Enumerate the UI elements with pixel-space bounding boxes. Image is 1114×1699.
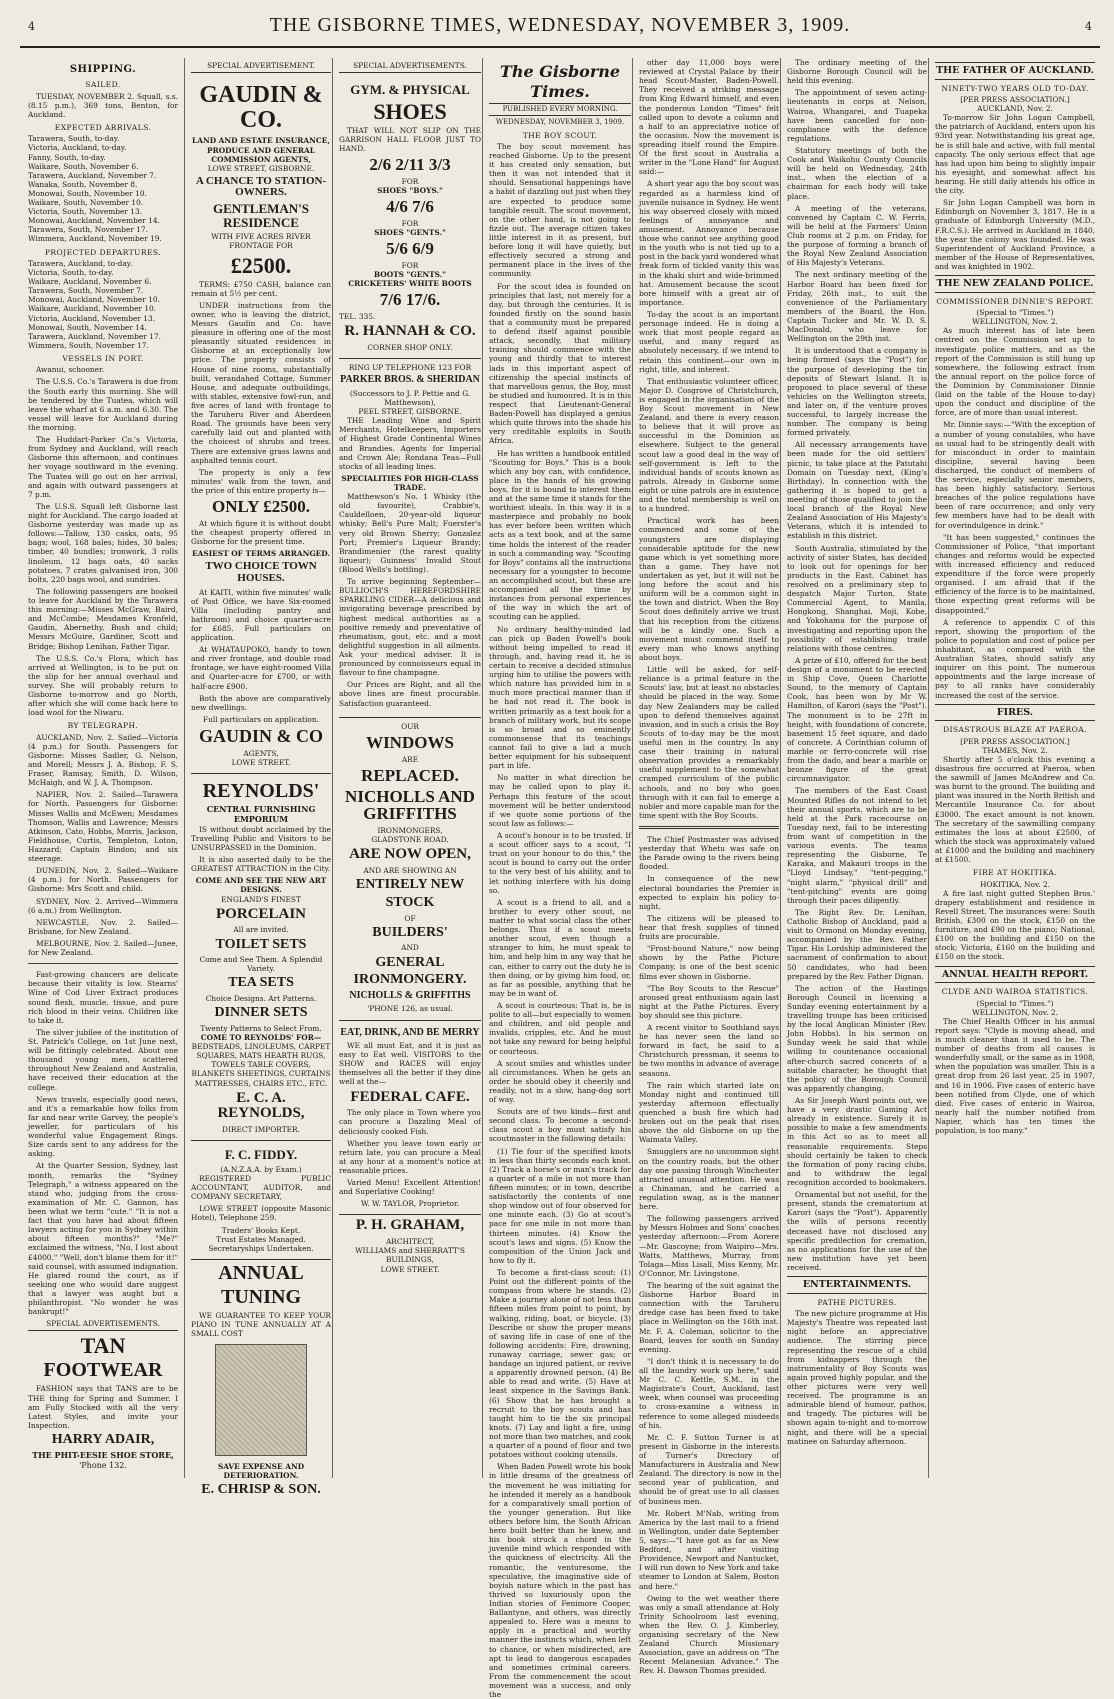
news-item: The members of the East Coast Mounted Rifles do not intend to let their annual sports, which are to be held at the Park racecourse on Tuesday next, fail to be interesting from want of competition in the various events. The teams representing the Gisborne, Te Karaka, and Makauri troops in the "Lloyd Lindsay," "tent-pegging," "night alarm," "physical drill" and "tent-pitching" events are going through their paces diligently.: [787, 786, 927, 905]
ng-footer: NICHOLLS & GRIFFITHS: [349, 989, 471, 1001]
successors: (Successors to J. P. Pettie and G. Matthewson),: [349, 388, 471, 407]
column-5: [632, 58, 785, 1676]
price-2: 4/6 7/6: [386, 197, 434, 217]
of: OF: [404, 913, 416, 923]
ad-text: LOWE STREET (opposite Masonic Hotel), Telephone 259.: [191, 1204, 331, 1223]
divider: [639, 826, 779, 829]
tea-sets: TEA SETS: [228, 975, 294, 991]
list-item: Monowai, South, November 14.: [28, 322, 147, 332]
general: GENERAL: [375, 954, 445, 970]
list-item: Tarawera, South, November 17.: [28, 225, 148, 235]
issue-date: WEDNESDAY, NOVEMBER 3, 1909.: [495, 117, 625, 126]
ad-text: The only place in Town where you can procure a Dazzling Meal of deliciously cooked Fish.: [339, 1108, 481, 1136]
twenty-patterns: Twenty Patterns to Select From.: [200, 1023, 322, 1033]
federal-ad: [339, 1021, 481, 1216]
shoes-ad: [339, 76, 481, 359]
special-times: (Special to "Times."): [976, 308, 1054, 318]
police-heading: THE NEW ZEALAND POLICE.: [935, 275, 1095, 293]
column-6: [780, 58, 933, 1478]
article-paragraph: The Chief Health Officer in his annual report says: "Clyde is moving ahead, and is much cleaner than it used to be. The number of deaths from all causes is wonderfully small, or the same as in 1908, when the population was smaller. This is a great drop from 26 last year, 25 in 1907, and 16 in 1906. Five cases of enteric have been notified from Clyde, one of which died. Five cases of enteric in Wairoa, nearly half the number notified from Napier, which has ten times the population, is too many.": [935, 1016, 1095, 1136]
traders: Traders' Books Kept.: [221, 1225, 301, 1235]
dateline: THAMES, Nov. 2.: [982, 745, 1048, 755]
clyde-wairoa: CLYDE AND WAIROA STATISTICS.: [941, 987, 1089, 997]
article-paragraph: Scouts are of two kinds—first and second class. To become a second-class scout a boy must satisfy his scoutmaster in the following details:: [489, 1107, 631, 1144]
article-paragraph: The U.S.S. Squall left Gisborne last night for Auckland. The cargo loaded at Gisborne yesterday was made up as follows:—Tallow, 130 casks, oats, 95 bags; wool, 168 bales; hides, 30 bales; timber, 40 bundles; ironwork, 3 rolls linoleum, 12 bags oats, 40 sacks potatoes, 7 crates galvanised iron, 300 bolts, 220 bags wool, and sundries.: [28, 501, 178, 584]
scout-law: A scout smiles and whistles under all circumstances. When he gets an order he should obey it cheerily and readily, not in a slow, hang-dog sort of way.: [489, 1058, 631, 1105]
price-1: 2/6 2/11 3/3: [369, 155, 451, 175]
federal-cafe: FEDERAL CAFE.: [350, 1088, 470, 1105]
phone-usual: 'PHONE 126, as usual.: [367, 1004, 453, 1014]
news-item: The appointment of seven acting-lieutenants in corps at Nelson, Wairoa, Whangarei, and Tuapeka have been cancelled for non-compliance with the defence regulations.: [787, 88, 927, 143]
only-price: ONLY £2500.: [212, 497, 310, 517]
news-item: It is understood that a company is being formed (says the "Post") for the purpose of developing the tin deposits of Stewart Island. It is proposed to place several of these vehicles on the Wellington streets, and later on, if the venture proves successful, to largely increase the number. The company is being formed privately.: [787, 346, 927, 438]
central-emporium: CENTRAL FURNISHING EMPORIUM: [206, 804, 316, 824]
ad-text: Whether you leave town early or return late, you can procure a Meal at any hour at a moment's notice at reasonable prices.: [339, 1138, 481, 1175]
price-3: 5/6 6/9: [386, 239, 434, 259]
reynolds-ad: [191, 774, 331, 1141]
article-paragraph: For the scout idea is founded on principles that last, not merely for a day, but through the centuries. It is founded firstly on the sound basis that a community must be prepared to defend itself against possible attack, secondly, that military training should commence with the young and thirdly that to interest lads in this important aspect of citizenship the special instincts of that marvellous genus, the Boy, must be studied and humoured. It is in this respect that Lieutenant-General Baden-Powell has displayed a genius which quite throws into the shade his very creditable exploits in South Africa.: [489, 281, 631, 446]
gaudin-ad: [191, 76, 331, 774]
telegraph-item: MELBOURNE, Nov. 2. Sailed—Junee, for New Zealand.: [28, 939, 178, 958]
news-item: In consequence of the new electoral boundaries the Premier is expected to explain his policy to-night.: [639, 874, 779, 911]
reynolds-title: REYNOLDS': [202, 780, 320, 803]
list-item: Victoria, South, to-day.: [28, 268, 114, 278]
list-item: Victoria, Auckland, to-day.: [28, 143, 127, 153]
news-item: The rain which started late on Monday night and continued till yesterday afternoon effectually quenched a bush fire which had broken out on the peak that rises above the old Gisborne on up the Waimata Valley.: [639, 1080, 779, 1145]
new-designs: COME AND SEE THE NEW ART DESIGNS.: [195, 876, 327, 895]
column-4: [482, 58, 637, 1699]
gents-shoes: SHOES "GENTS.": [374, 228, 446, 238]
gaudin-subtitle: LAND AND ESTATE INSURANCE, PRODUCE AND GENERAL COMMISSION AGENTS,: [192, 136, 330, 164]
article-paragraph: He has written a handbook entitled "Scouting for Boys." This is a book which any boy can, with confidence, place in the hands of his growing boys, for it is bound to interest them and at the same time it stands for the worthiest ideals. In this way it is a masterpiece and probably no book has ever before been written which acts as a text book, and at the same time holds the interest of the reader in such a commanding way. "Scouting for Boys" contains all the instructions necessary for a youngster to become an accomplished scout, but these are accompanied all the time by instances from personal experiences of the way in which the art of scouting can be applied.: [489, 448, 631, 622]
stock: STOCK: [385, 894, 435, 910]
list-item: Tarawera, Auckland, November 7.: [28, 170, 157, 180]
for-1: FOR: [401, 177, 419, 187]
article-paragraph: The silver jubilee of the institution of St. Patrick's College, on 1st June next, will be fittingly celebrated. About one thousand young men, scattered throughout New Zealand and Australia, have received their education at the college.: [28, 1027, 178, 1092]
article-paragraph: A fire last night gutted Stephen Bros.' drapery establishment and residence in Revell Street. The insurances were: South British, £300 on the stock, £150 on the furniture, and £90 on the piano; National, £100 on the building and £150 on the stock; Victoria, £160 on the building and £150 on the stock.: [935, 888, 1095, 962]
scout-tests: (1) Tie four of the specified knots in less than thirty seconds each knot. (2) Track a horse's or man's track for a quarter of a mile in not more than fifteen minutes; or in town, describe satisfactorily the contents of one shop window out of four observed for one minute each. (3) Go at scout's pace for one mile in not more than thirteen minutes. (4) Know the scout's laws and signs. (5) Know the composition of the Union Jack and how to fly it.: [489, 1146, 631, 1265]
williams: WILLIAMS and SHERRATT'S BUILDINGS,: [355, 1246, 465, 1265]
chrisp: E. CHRISP & SON.: [201, 1482, 321, 1498]
projected-list: [28, 259, 178, 350]
fiddy-sub: (A.N.Z.A.A. by Exam.): [220, 1164, 302, 1174]
press-association: [PER PRESS ASSOCIATION.]: [960, 736, 1070, 746]
article-paragraph: Mr. Dinnie says:—"With the exception of a number of young constables, who have as usual had to be stringently dealt with for misconduct in order to maintain discipline, several having been discharged, the conduct of members of the service, especially senior members, has been highly satisfactory. Serious breaches of the police regulations have been of rare occurrence; and only very few members have had to be dealt with for overindulgence in drink.": [935, 420, 1095, 530]
sailed-text: TUESDAY, NOVEMBER 2. Squall, s.s. (8.15 p.m.), 369 tons, Benton, for Auckland.: [28, 91, 178, 119]
telegraph-item: SYDNEY, Nov. 2. Arrived—Wimmera (6 a.m.) from Wellington.: [28, 896, 178, 915]
tuning-ad: [191, 1263, 331, 1498]
hokitika-fire: FIRE AT HOKITIKA.: [972, 868, 1058, 878]
vessels-text: Awanui, schooner.: [36, 365, 105, 375]
news-item: The Right Rev. Dr. Lenihan, Catholic Bishop of Auckland, paid a visit to Ormond on Monday evening, accompanied by the Rev. Father Tigar. His Lordship administered the sacrament of confirmation to about 50 candidates, who had been prepared by the Rev. Father Dignan.: [787, 907, 927, 981]
news-item: The Chief Postmaster was advised yesterday that Whetu was safe on the Parade owing to the rivers being flooded.: [639, 834, 779, 872]
toilet-sets: TOILET SETS: [215, 936, 307, 952]
parker-ad: [339, 359, 481, 717]
architect: ARCHITECT,: [385, 1237, 435, 1247]
for-3: FOR: [401, 261, 419, 271]
list-item: Waikare, South, November 10.: [28, 198, 144, 208]
all-invited: All are invited.: [233, 925, 289, 935]
scout-law: A scout is a friend to all, and a brother to every other scout, no matter to what social class the other belongs. Thus if a scout meets another scout, even though a stranger to him, he must speak to him, and help him in any way that he can, either to carry out the duty he is then doing, or by giving him food, or, as far as possible, anything that he may be in want of.: [489, 897, 631, 998]
annual-heading: ANNUAL: [218, 1261, 304, 1284]
terms-text: TERMS: £750 CASH, balance can remain at 5½ per cent.: [191, 279, 331, 298]
shoe-store: THE PHIT-EESIE SHOE STORE,: [32, 1449, 174, 1460]
list-item: Monowai, Auckland, November 14.: [28, 216, 160, 226]
nicholls-ad: [339, 718, 481, 1021]
for-2: FOR: [401, 219, 419, 229]
list-item: Tarawera, South, to-day.: [28, 134, 120, 144]
tan-heading: TAN: [80, 1333, 126, 1359]
graham-ad: [339, 1218, 481, 1273]
article-paragraph: "It has been suggested," continues the Commissioner of Police, "that important changes and reforms would be expected with increased efficiency and reduced expenditure if the force were properly organised. I am afraid that if the efficiency of the force is to be maintained, those expecting great reforms will be disappointed.": [935, 532, 1095, 615]
list-item: Tarawera, Auckland, November 17.: [28, 331, 161, 341]
list-item: Wimmera, South, November 17.: [28, 340, 149, 350]
news-item: "The Boy Scouts to the Rescue" aroused great enthusiasm again last night at the Pathe Pictures. Every boy should see this picture.: [639, 983, 779, 1020]
cricket-boots: CRICKETERS' WHITE BOOTS: [348, 279, 472, 289]
column-2: [184, 58, 337, 1498]
article-paragraph: The Huddart-Parker Co.'s Victoria, from Sydney and Auckland, will reach Gisborne this afternoon, and continues her voyage southward in the evening. The Tuatea will go out on her arrival, and again with outward passengers at 7 p.m.: [28, 435, 178, 499]
list-item: Victoria, South, November 13.: [28, 207, 143, 217]
dateline: HOKITIKA, Nov. 2.: [979, 879, 1050, 889]
special-times: (Special to "Times."): [976, 998, 1054, 1008]
masthead-rule: [20, 46, 1100, 48]
father-heading: THE FATHER OF AUCKLAND.: [935, 62, 1095, 80]
news-item: The following passengers arrived by Messrs Holmes and Sons' coaches yesterday afternoon:—From Aorere—Mr. Gascoyne; from Waipiro—Mrs. Watts, Matthews, Murray, from Tolaga—Miss Lisall, Miss Kenny, Mr. O'Connor, Mr. Livingstone.: [639, 1214, 779, 1278]
gym-heading: GYM. & PHYSICAL: [350, 82, 470, 98]
article-paragraph: The U.S.S. Co.'s Tarawera is due from the South early this morning. She will be tendered by the Tuatea, which will leave the wharf at 6 a.m. and 6.30. The vessel will leave for Auckland during the morning.: [28, 377, 178, 432]
shipping-heading: SHIPPING.: [69, 64, 137, 75]
news-item: Ornamental but not useful, for the present, stands the crematorium at Karori (says the "Post"). Apparently the wills of persons recently deceased have not disclosed any specific predilection for cremation, as no applications for the use of the new institution have yet been received.: [787, 1190, 927, 1272]
pathe-heading: PATHE PICTURES.: [817, 1297, 897, 1307]
gladstone-road: GLADSTONE ROAD.: [371, 835, 449, 845]
news-item: "Frost-bound Nature," now being shown by the Pathe Picture Company, is one of the best scenic films ever shown in Gisborne.: [639, 944, 779, 981]
article-paragraph: When Baden Powell wrote his book in little dreams of the greatness of the movement he was initiating for he intended it merely as a handbook for a comparatively small portion of the younger generation. But like others before him, the South African hero built better than he knew, and his book struck a chord in the juvenile mind which responded with the quickness of electricity. All the romantic, the venturesome, the speculative, the imaginative side of boyish nature which in the past has thrived so luxuriously upon the Indian stories of Fenimore Cooper, Ballantyne, and others, was directly appealed to. Here was a means to apply in a practical and worthy manner the instincts which, when left to chance, or when misdirected, are apt to lead to dangerous escapades and sometimes criminal careers. From the commencement the scout movement was a success, and only the: [489, 1462, 631, 1699]
ninety-two: NINETY-TWO YEARS OLD TO-DAY.: [941, 83, 1089, 93]
column-3: [332, 58, 487, 1478]
hannah-title: R. HANNAH & CO.: [344, 323, 476, 340]
chance-heading: A CHANCE TO STATION-OWNERS.: [195, 174, 327, 199]
direct-importer: DIRECT IMPORTER.: [222, 1125, 300, 1135]
ad-text: UNDER instructions from the owner, who is leaving the district, Messrs Gaudin and Co. have pleasure in offering one of the most pleasantly situated residences in Gisborne at an exceptionally low price. The property consists of House of nine rooms, substantially built, verandahed Cottage, Summer House, and adequate outbuildings, with stables, extensive fowl-run, and five acres of land with frontage to the Taruheru River and Aberdeen Road. The grounds have been very carefully laid out and planted with the choicest of shrubs and trees. There are extensive grass lawns and asphalted tennis court.: [191, 300, 331, 465]
news-item: A recent visitor to Southland says he has never seen the land so forward in fact, he said to a Christchurch pressman, it seems to be two months in advance of average seasons.: [639, 1023, 779, 1078]
vessels-heading: VESSELS IN PORT.: [62, 354, 144, 364]
special-ad-heading: SPECIAL ADVERTISEMENT.: [191, 61, 331, 73]
first-class-tests: To become a first-class scout: (1) Point out the different points of the compass from where he stands. (2) Make a journey alone of not less than fifteen miles from point to point, by walking, riding, boat, or bicycle. (3) Describe or show the proper means of saving life in case of one of the following accidents: Fire, drowning, runaway carriage, sewer gas; or bandage an injured patient, or revive a apparently drowned person. (4) Be able to read and write. (5) Have at least sixpence in the Savings Bank. (6) Show that he has brought a recruit to the boy scouts and has taught him to tie the six principal knots. (7) Lay and light a fire, using not more than two matches, and cook a quarter of a pound of flour and two potatoes without cooking utensils.: [489, 1268, 631, 1460]
peel-street: PEEL STREET, GISBORNE.: [358, 407, 462, 417]
news-item: South Australia, stimulated by the activity of sister States, has decided to look out for openings for her products in the East. Cabinet has resolved on a preliminary step to despatch Major Turton, State Commercial Agent, to Manila, Hongkong, Shanghai, Moji, Kobe, and Yokohama for the purpose of investigating and reporting upon the possibility of establishing trade relations with those centres.: [787, 543, 927, 653]
paeroa-blaze: DISASTROUS BLAZE AT PAEROA.: [943, 725, 1087, 735]
news-item: The action of the Hastings Borough Council in licensing a Sunday evening entertainment by a travelling troupe has been criticised by the local Anglican Minister (Rev. John Hobbs). In his sermon on Sunday week he said that while willing to countenance occasional after-church sacred concerts of a suitable character, he thought that the policy of the Borough Council was apparently changing.: [787, 983, 927, 1093]
ad-text: FASHION says that TANS are to be THE thing for Spring and Summer. I am Fully Stocked with all the very Latest Styles, and invite your Inspection.: [28, 1384, 178, 1430]
page-number-left: 4: [28, 20, 35, 33]
gaudin-title: GAUDIN & CO.: [199, 82, 323, 134]
news-item: All necessary arrangements have been made for the old settlers' picnic, to take place at the Patutahi Domain on Tuesday next, (King's Birthday). In connection with the gathering it is hoped to get a meeting of those qualified to join the local branch of the Royal New Zealand Association of His Majesty's Veterans, which it is intended to establish in this district.: [787, 440, 927, 541]
nicholls-title: NICHOLLS AND GRIFFITHS: [345, 786, 475, 824]
dinner-sets: DINNER SETS: [214, 1005, 308, 1021]
taylor: W. W. TAYLOR, Proprietor.: [360, 1199, 460, 1209]
news-item: The citizens will be pleased to hear that fresh supplies of tinned fruits are procurable.: [639, 913, 779, 942]
gaudin-footer: GAUDIN & CO: [199, 726, 323, 747]
specialities: SPECIALITIES FOR HIGH-CLASS TRADE.: [341, 473, 479, 492]
ironmongery: IRONMONGERY.: [353, 972, 467, 988]
lowe-street: LOWE STREET.: [231, 758, 291, 768]
ad-text: The property is only a few minutes' walk from the town, and the price of this entire property is—: [191, 467, 331, 496]
our: OUR: [401, 721, 419, 731]
agents: AGENTS,: [243, 748, 279, 758]
list-item: Tarawera, South, November 7.: [28, 286, 144, 296]
ad-text: Matthewson's No. 1 Whisky (the old favourite), Crabbie's, Cauldelloen, 20-year-old liqueur whisky; Bell's Pure Malt; Fuerster's very old Brown Sherry; Gonzalez Port; Premier's Liqueur Brandy; Brandimenier (the rarest quality liqueur); Guinness' Invalid Stout (Blood Wells's bottling).: [339, 492, 481, 574]
parker-title: PARKER BROS. & SHERIDAN: [340, 374, 480, 386]
page-number-right: 4: [1085, 20, 1092, 33]
are-now-open: ARE NOW OPEN,: [349, 846, 471, 863]
come-to-reynolds: COME TO REYNOLDS' FOR—: [200, 1033, 322, 1043]
telegraph-item: AUCKLAND, Nov. 2. Sailed—Victoria (4 p.m.) for South. Passengers for Gisborne: Misses Sadler, G. Nelson, and Morell; Messrs J. A. Bishop, F. S. Fraser, Ramsay, Smith, D. Wilson, McHaigh, and W. J. A. Thompson.: [28, 732, 178, 788]
list-item: Waikare, Auckland, November 10.: [28, 304, 157, 314]
corner-shop: CORNER SHOP ONLY.: [367, 343, 453, 353]
news-item: The new picture programme at His Majesty's Theatre was repeated last night before an appreciative audience. The stirring piece representing the rescue of a child from kidnappers through the instrumentality of Boy Scouts was again proved highly popular, and the other pictures were very well received. The programme is an admirable blend of humour, pathos, and tragedy. The pictures will be shown again to-night and to-morrow night, and there will be a special matinee on Saturday afternoon.: [787, 1309, 927, 1446]
ad-text: At which figure it is without doubt the cheapest property offered in Gisborne for the present time.: [191, 518, 331, 547]
full-particulars: Full particulars on application.: [203, 714, 319, 724]
boys-shoes: SHOES "BOYS.": [377, 186, 443, 196]
masthead-title: THE GISBORNE TIMES, WEDNESDAY, NOVEMBER 3, 1909.: [269, 14, 851, 36]
expected-list: [28, 134, 178, 243]
list-item: Victoria, Auckland, November 13.: [28, 313, 156, 323]
price-heading: £2500.: [230, 252, 292, 278]
ironmongers: IRONMONGERS,: [377, 826, 443, 836]
article-paragraph: Little will be asked, for self-reliance is a primal feature in the Scouts' law, but at least no obstacles should be placed in the way. Some day New Zealanders may be called upon to defend themselves against invasion, and in such a crisis the Boy Scouts of to-day may be the most useful men in the country. In any case their training in natural observation provides a remarkably useful supplement to the somewhat cramped curriculum of the public schools, and no boy who goes through with it can fail to emerge a nobler and more capable man for the time spent with the Boy Scouts.: [639, 665, 779, 820]
ad-text: THAT WILL NOT SLIP ON THE GARRISON HALL FLOOR JUST TO HAND.: [339, 125, 481, 154]
news-item: As Sir Joseph Ward points out, we have a very drastic Gaming Act already in existence. Surely it is possible to make a few amendments in this Act so as to meet all reasonable requirements. Steps should certainly be taken to check the formation of pony racing clubs, and to withdraw the legal recognition accorded to bookmakers.: [787, 1096, 927, 1188]
ad-text: REGISTERED PUBLIC ACCOUNTANT, AUDITOR, and COMPANY SECRETARY,: [191, 1174, 331, 1202]
save-expense: SAVE EXPENSE AND DETERIORATION.: [217, 1462, 305, 1481]
article-paragraph: Sir John Logan Campbell was born in Edinburgh on November 3, 1817. He is a graduate of Edinburgh University (M.D., F.R.C.S.). He arrived in Auckland in 1840, the year the colony was founded. He was Superintendent of Auckland Province, a member of the House of Representatives, and was knighted in 1902.: [935, 198, 1095, 271]
article-paragraph: The boy scout movement has reached Gisborne. Up to the present it has created only sensation, but then it was not intended that it should. Sensational happenings have a habit of dazzling out just when they are expected to produce some tangible result. The scout movement, on the other hand, is not going to fizzle out. The average citizen takes little interest in it as present, but before long it will have quietly, but effectively secured a strong and permanent place in the lives of the community.: [489, 141, 631, 279]
windows: WINDOWS: [366, 732, 454, 752]
tel-number: TEL. 335.: [339, 312, 376, 322]
article-paragraph: other day 11,000 boys were reviewed at Crystal Palace by their head Scout-Master, Baden-Powell. They received a striking message from King Edward himself, and even the ponderous London "Times" felt called upon to devote a column and a half to an appreciative notice of the occasion. Now the movement is spreading itself round the Empire. Of the first scout in Australia a writer in the "Lone Hand" for August said:—: [639, 58, 779, 177]
article-paragraph: Practical work has been commenced and some of the youngsters are displaying considerable aptitude for the new game which is yet something more than a game. They have not undertaken as yet, but it will not be long before the scout and his uniform will be a common sight in the town and district. When the Boy Scout does definitely arrive we trust that his reception from the citizens will be a kindly one. Such a movement must commend itself to every man who knows anything about boys.: [639, 516, 779, 662]
telegraph-item: NEWCASTLE, Nov. 2. Sailed—Brisbane, for New Zealand.: [28, 917, 178, 936]
divider: [28, 963, 178, 964]
article-paragraph: The U.S.S. Co.'s Flora, which has arrived at Wellington, is to be put on the slip for her annual overhaul and survey. She will probably return to Gisborne to-morrow and go North, after which she will come back here to load wool for the Niwaru.: [28, 653, 178, 718]
ad-text: At WHATAUPOKO, handy to town and river frontage, and double road frontage, we have eight-roomed Villa and Quarter-acre for £700, or with half-acre £900.: [191, 645, 331, 691]
article-paragraph: The following passengers are booked to leave for Auckland by the Tarawera this morning:—Misses McGraw, Baird, and McCombe; Mesdames Kronfeld, Gaudin, Abernethy, Bush and child; Messrs McGuire, Gardiner, Scott and Bridge; Bishop Lenihan, Father Tigar.: [28, 586, 178, 651]
article-paragraph: Fast-growing chancers are delicate because their vitality is low. Stearns' Wine of Cod Liver Extract produces sound flesh, muscle, tissue, and pure rich blood in their veins. Children like to take it.: [28, 970, 178, 1025]
ad-text: Our Prices are Right, and all the above lines are finest procurable. Satisfaction guaranteed.: [339, 680, 481, 708]
dateline: WELLINGTON, Nov. 2.: [972, 317, 1058, 327]
list-item: Monowai, Auckland, November 10.: [28, 295, 160, 305]
price-4: 7/6 17/6.: [379, 290, 441, 310]
masthead: [20, 8, 1100, 48]
replaced: REPLACED.: [361, 765, 459, 785]
list-item: Monowai, South, November 10.: [28, 188, 147, 198]
porcelain: PORCELAIN: [215, 905, 306, 922]
eat-drink: EAT, DRINK, AND BE MERRY: [340, 1026, 480, 1038]
special-ads-heading: SPECIAL ADVERTISEMENTS.: [28, 1319, 178, 1331]
list-item: Waikare, Auckland, November 6.: [28, 277, 152, 287]
ad-text: Varied Menu! Excellent Attention! and Superlative Cooking!: [339, 1178, 481, 1197]
auditing: Secretaryships Undertaken.: [208, 1243, 314, 1253]
are: ARE: [401, 754, 419, 764]
tuning-heading: TUNING: [220, 1285, 301, 1308]
news-item: A meeting of the veterans, convened by Captain C. W. Ferris, will be held at the Farmers' Union Club rooms at 2 p.m. on Friday, for the purpose of forming a branch of the Royal New Zealand Association of His Majesty's Veterans.: [787, 203, 927, 268]
ad-text: To arrive beginning September—BULLIOCH'S HEREFORDSHIRE SPARKLING CIDER—A delicious and invigorating beverage prescribed by highest medical authorities as a positive remedy and preventative of rheumatism, gout, etc. and a most delightful suggestion in all ailments. Ask your medical adviser. It is pronounced by connoisseurs equal in flavour to fine champagne.: [339, 577, 481, 678]
and-showing: AND ARE SHOWING AN: [363, 866, 457, 876]
column-1: [28, 58, 184, 1478]
telegraph-item: NAPIER, Nov. 2. Sailed—Tarawera for North. Passengers for Gisborne: Misses Wallis and McEwen; Mesdames Thomson, Wallis and Lawrence; Messrs Atkinson, Cato, Hobbs, Morris, Jackson, Fieldhouse, Curtis, Templeton, Loton, Hazzard; Captain Bindon; and six steerage.: [28, 790, 178, 864]
dateline: WELLINGTON, Nov. 2.: [972, 1007, 1058, 1017]
scout-law: A scout's honour is to be trusted. If a scout officer says to a scout, "I trust on your honour to do this," the scout is bound to carry out the order to the very best of his ability, and to let nothing interfere with his doing so.: [489, 830, 631, 895]
leader-heading: THE BOY SCOUT.: [522, 130, 598, 140]
fiddy-ad: [191, 1141, 331, 1260]
list-item: Wanaka, South, November 8.: [28, 179, 138, 189]
ad-text: WE all must Eat, and it is just as easy to Eat well. VISITORS to the SHOW and RACES will enjoy themselves all the better if they dine well at the—: [339, 1041, 481, 1087]
list-item: Wimmera, Auckland, November 19.: [28, 234, 162, 244]
article-paragraph: At the Quarter Session, Sydney, last month, remarks the "Sydney Telegraph," a witness appeared on the stand who, judging from the cross-examination of Mr. C. Gannon, has been what we term "cute." "It is not a fact that you have had about fifteen lawyers acting for you in Sydney within about fifteen months?" "Me?" exclaimed the witness, "No, I lost about £4000." "Well, don't blame them for it!" said counsel, with assumed indignation. He glared round the court, as if seeking one who would dare suggest that a lawyer was aught but a philanthropist. "No wonder he was bankrupt!": [28, 1161, 178, 1317]
easiest-terms: EASIEST OF TERMS ARRANGED.: [191, 549, 330, 559]
list-item: Tarawera, Auckland, to-day.: [28, 258, 133, 268]
and: AND: [401, 943, 419, 953]
frontage-text: WITH FIVE ACRES RIVER FRONTAGE FOR: [211, 232, 311, 251]
ad-text: THE Leading Wine and Spirit Merchants, Hotelkeepers, Importers of Highest Grade Continental Wines and Brandies. Agents for Imperial and Crown Ale; Rondana Teas—Full stocks of all leading lines.: [339, 416, 481, 471]
special-ads-heading: SPECIAL ADVERTISEMENTS.: [339, 61, 481, 73]
englands-finest: ENGLAND'S FINEST: [221, 894, 301, 904]
scout-law: A scout is courteous: That is, he is polite to all—but especially to women and children, and old people and invalids, cripples, etc. And he must not take any reward for being helpful or courteous.: [489, 1000, 631, 1056]
news-item: Smugglers are no uncommon sight on the country roads, but the other day one passing through Winchester attracted unusual attention. He was a Chinaman, and he carried a regulation swag, as is the manner here.: [639, 1147, 779, 1212]
ring-up: RING UP TELEPHONE 123 FOR: [348, 363, 472, 373]
gents-boots: BOOTS "GENTS.": [373, 270, 447, 280]
article-paragraph: As much interest has of late been centred on the Commission set up to investigate police matters, and as the report of the Commission is still hung up somewhere, the following extract from the annual report on the police force of the Dominion by Commissioner Dinnie (laid on the table of the House to-day) upon the conduct and discipline of the force, are of more than usual interest.: [935, 326, 1095, 418]
list-item: Fanny, South, to-day.: [28, 152, 106, 162]
trust: Trust Estates Managed.: [216, 1234, 306, 1244]
news-item: A prize of £10, offered for the best design of a monument to be erected in Ship Cove, Queen Charlotte Sound, to the memory of Captain Cook, has been won by Mr W. Hamilton, of Karori (says the "Post"). The monument is to be 27ft in height, with foundations of concrete, basement 15 feet square, and dado of concrete. A Corinthian column of marble or ferro-concrete will rise from the dado, and bear a marble or bronze figure of the great circumnavigator.: [787, 655, 927, 784]
news-item: The ordinary meeting of the Gisborne Borough Council will be held this evening.: [787, 58, 927, 86]
article-paragraph: That enthusiastic volunteer officer, Major D. Cosgrove of Christchurch, is engaged in the organisation of the Boy Scout movement in New Zealand, and there is every reason to believe that it will prove as successful in the Dominion as elsewhere. Subject to the general scout law a good deal in the way of self-government is left to the individual bands of scouts known as patrols. Already in Gisborne some eight or nine patrols are in existence and the total membership is well on to a hundred.: [639, 376, 779, 514]
choice-designs: Choice Designs. Art Patterns.: [205, 994, 317, 1004]
items-list: BEDSTEADS, LINOLEUMS, CARPET SQUARES, MATS HEARTH RUGS, TOWELS TABLE COVERS, BLANKETS SHEETINGS, CURTAINS MATTRESSES, CHAIRS ETC., ETC.: [191, 1042, 331, 1088]
harry-adair: HARRY ADAIR,: [51, 1432, 155, 1448]
news-item: The hearing of the suit against the Gisborne Harbor Board in connection with the Taruheru dredge case has been fixed to take place in Wellington on the 16th inst. Mr. F. A. Coleman, solicitor to the Board, leaves for south on Sunday evening.: [639, 1281, 779, 1354]
eca-reynolds: E. C. A. REYNOLDS,: [217, 1089, 305, 1122]
news-item: Owing to the wet weather there was only a small attendance at Holy Trinity Schoolroom last evening, when the Rev. O. J. Kimberley, organising secretary of the New Zealand Church Missionary Association, gave an address on "The Recent Melanesian Advance." The Rev. H. Dawson Thomas presided.: [639, 1593, 779, 1676]
piano-illustration: [215, 1344, 307, 1456]
ad-text: It is also asserted daily to be the GREATEST ATTRACTION in the City.: [191, 855, 331, 874]
entirely-new: ENTIRELY NEW: [355, 877, 465, 893]
dateline: AUCKLAND, Nov. 2.: [977, 104, 1053, 114]
footwear-heading: FOOTWEAR: [43, 1359, 163, 1382]
sailed-heading: SAILED.: [85, 80, 121, 90]
article-paragraph: To-day the scout is an important personage indeed. He is doing a work that most people regard as useful, and many regard as absolutely necessary, if we intend to retain this continent—our own in right, title, and interest.: [639, 309, 779, 374]
store-phone: 'Phone 132.: [79, 1460, 127, 1470]
telegraph-heading: BY TELEGRAPH.: [67, 721, 139, 731]
ad-text: At KAITI, within five minutes' walk of Post Office, we have Six-roomed Villa (including pantry and bathroom) and choice quarter-acre for £685. Full particulars on application.: [191, 587, 331, 643]
news-item: The next ordinary meeting of the Harbor Board has been fixed for Friday, 26th inst., to suit the convenience of the Parliamentary members of the Board, the Hon. Captain Tucker and Mr. W. D. S. MacDonald, who leave for Wellington on the 29th inst.: [787, 270, 927, 344]
fires-heading: FIRES.: [935, 704, 1095, 722]
ad-text: Both the above are comparatively new dwellings.: [191, 693, 331, 712]
shoes-heading: SHOES: [373, 98, 447, 124]
come-see: Come and See Them. A Splendid Variety.: [199, 955, 323, 974]
list-item: Waikare, South, November 6.: [28, 161, 139, 171]
article-paragraph: To-morrow Sir John Logan Campbell, the patriarch of Auckland, enters upon his 93rd year. Notwithstanding his great age, he is still hale and active, with full mental capacity. The only serious effect that age has had upon him being to slightly impair his eyesight, and somewhat affect his hearing. He still daily attends his office in the city.: [935, 113, 1095, 196]
expected-heading: EXPECTED ARRIVALS.: [54, 122, 152, 132]
residence-heading: GENTLEMAN'S RESIDENCE: [212, 201, 310, 230]
news-item: Statutory meetings of both the Cook and Waikohu County Councils will be held on Wednesday, 24th inst., when the election of a chairman for each body will take place.: [787, 145, 927, 201]
news-item: "I don't think it is necessary to do all the laundry work up here," said Mr C. C. Kettle, S.M., in the Magistrate's Court, Auckland, last week, when counsel was proceeding to cross-examine a witness in reference to some alleged misdeeds of his.: [639, 1356, 779, 1430]
entertainments-heading: ENTERTAINMENTS.: [787, 1276, 927, 1294]
graham-title: P. H. GRAHAM,: [355, 1217, 465, 1234]
ad-text: IS without doubt acclaimed by the Travelling Public and Visitors to be UNSURPASSED in the Dominion.: [191, 824, 331, 853]
newspaper-title: The Gisborne Times.: [499, 62, 621, 101]
builders: BUILDERS': [372, 924, 448, 940]
article-paragraph: No ordinary healthy-minded lad can pick up Baden Powell's book without being impelled to read it through, and, having read it, he is certain to receive a decided stimulus urging him to utilise the powers with which nature has provided him in a much more practical manner than if he had not read it. The book is written primarily as a text book for a branch of military work, but its scope is so broad and so eminently commonsense that its teachings cannot fail to give a lad a much better equipment for his subsequent part in life.: [489, 624, 631, 771]
fiddy-title: F. C. FIDDY.: [224, 1147, 298, 1163]
article-paragraph: Shortly after 5 o'clock this evening a disastrous fire occurred at Paeroa, when the sawmill of James McAndrew and Co. was burnt to the ground. The building and plant was insured in the North British and Mercantile Insurance Co. for about £3000. The exact amount is not known. The secretary of the sawmilling company estimates the loss at about £2500, of which the stock was approximately valued at £1000 and the building and machinery at £1500.: [935, 754, 1095, 865]
projected-heading: PROJECTED DEPARTURES.: [44, 247, 162, 257]
article-paragraph: No matter in what direction he may be called upon to play it. Perhaps this feature of the scout movement will be better understood if we quote some portions of the scout law as follows:—: [489, 773, 631, 828]
news-item: Mr. Robert M'Nab, writing from America by the last mail to a friend in Wellington, under date September 5, says:—"I have got as far as New Bedford, and after visiting Providence, Newport and Nantucket, I will run down to New York and take steamer to London at Salem, Boston and here.": [639, 1508, 779, 1591]
news-item: Mr. C. F. Sutton Turner is at present in Gisborne in the interests of Turner's Directory of Manufacturers in Australia and New Zealand. The directory is now in the second year of publication, and should be of great use to all classes of business men.: [639, 1432, 779, 1506]
article-paragraph: A short year ago the boy scout was regarded as a harmless kind of juvenile nuisance in Sydney. He went his way observed closely with mixed feelings of annoyance and amusement. Annoyance because those who cannot see anything good in the youth who is not tied up to a post in the back yard wondered what freak form of tickled vanity this was in the khaki shirt and wide-brimmed hat. Amusement because the scout bore himself with a great air of importance.: [639, 179, 779, 307]
health-heading: ANNUAL HEALTH REPORT.: [935, 966, 1095, 984]
column-7: [928, 58, 1095, 1478]
article-paragraph: News travels, especially good news, and it's a remarkable how folks from far and near write Garvey, the people's jeweller, for particulars of his wonderful value Engagement Rings. Size cards sent to any address for the asking.: [28, 1094, 178, 1159]
lowe: LOWE STREET.: [380, 1264, 440, 1274]
dinnie-report: COMMISSIONER DINNIE'S REPORT.: [936, 296, 1094, 306]
telegraph-item: DUNEDIN, Nov. 2. Sailed—Waikare (4 p.m.) for North. Passengers for Gisborne: Mrs Scott and child.: [28, 866, 178, 894]
article-paragraph: A reference to appendix C of this report, showing the proportion of the police to population and cost of police per inhabitant, as compared with the Australian States, should satisfy any inquirer on this point. The numerous appointments and the large increase of pay to all ranks have considerably increased the cost of the service.: [935, 617, 1095, 700]
press-association: [PER PRESS ASSOCIATION.]: [960, 95, 1070, 104]
ad-text: WE GUARANTEE TO KEEP YOUR PIANO IN TUNE ANNUALLY AT A SMALL COST: [191, 1310, 331, 1339]
published-every-morning: PUBLISHED EVERY MORNING.: [489, 103, 631, 116]
gaudin-address: LOWE STREET, GISBORNE.: [207, 163, 315, 173]
two-houses: TWO CHOICE TOWN HOUSES.: [205, 560, 317, 584]
